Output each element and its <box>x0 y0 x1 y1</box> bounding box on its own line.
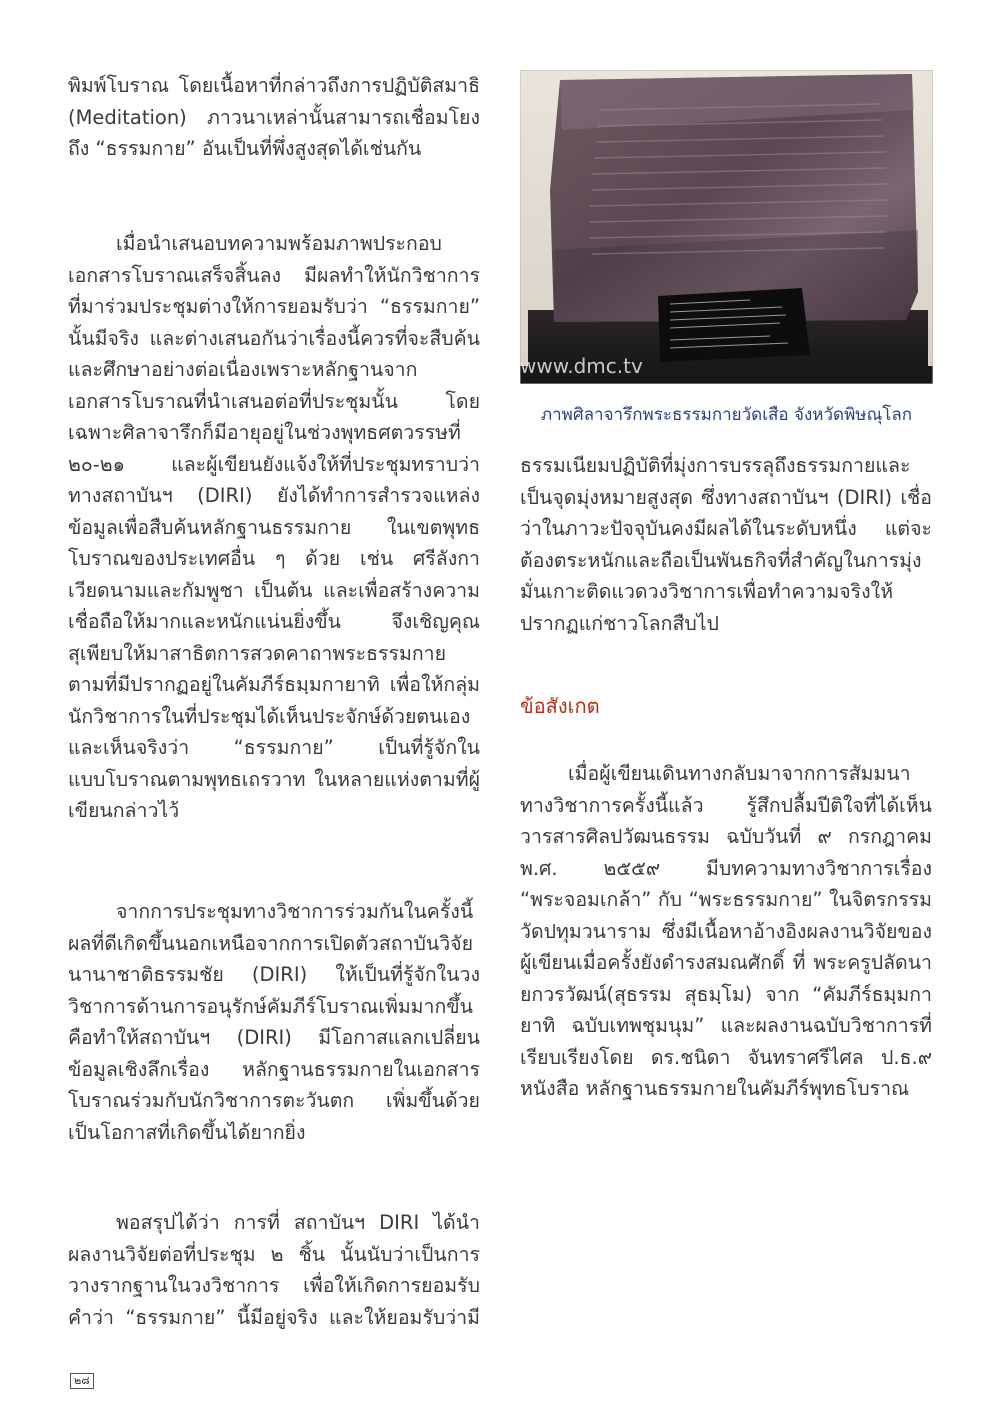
text-line: “พระจอมเกล้า” กับ “พระธรรมกาย” ในจิตรกรรม <box>520 888 932 911</box>
text-line: พ.ศ. ๒๕๕๙ มีบทความทางวิชาการเรื่อง <box>520 856 932 880</box>
text-line: ๒๐-๒๑ และผู้เขียนยังแจ้งให้ที่ประชุมทราบว่า <box>68 452 480 476</box>
left-paragraph-1 <box>68 70 480 165</box>
text-line: พิมพ์โบราณ โดยเนื้อหาที่กล่าวถึงการปฏิบัติสมาธิ <box>68 74 480 97</box>
text-line: มั่นเกาะติดแวดวงวิชาการเพื่อทำความจริงให้ <box>520 580 894 603</box>
text-line: หนังสือ หลักฐานธรรมกายในคัมภีร์พุทธโบราณ <box>520 1077 910 1100</box>
text-line: วิชาการด้านการอนุรักษ์คัมภีร์โบราณเพิ่มมากขึ้น <box>68 994 473 1018</box>
text-line: โบราณของประเทศอื่น ๆ ด้วย เช่น ศรีลังกา <box>68 547 480 570</box>
text-line: วางรากฐานในวงวิชาการ เพื่อให้เกิดการยอมรับ <box>68 1274 480 1297</box>
text-line: คือทำให้สถาบันฯ (DIRI) มีโอกาสแลกเปลี่ยน <box>68 1026 480 1049</box>
page-number: ๒๘ <box>70 1373 94 1389</box>
text-line: เขียนกล่าวไว้ <box>68 799 180 822</box>
text-line: เชื่อถือให้มากและหนักแน่นยิ่งขึ้น จึงเชิญคุณ <box>68 610 480 633</box>
text-line: ทางวิชาการครั้งนี้แล้ว รู้สึกปลื้มปีติใจที่ได้เห็น <box>520 793 932 817</box>
text-line: เป็นจุดมุ่งหมายสูงสุด ซึ่งทางสถาบันฯ (DIRI) เชื่อ <box>520 485 932 509</box>
text-line: ธรรมเนียมปฏิบัติที่มุ่งการบรรลุถึงธรรมกายและ <box>520 454 911 477</box>
text-line: นานาชาติธรรมชัย (DIRI) ให้เป็นที่รู้จักในวง <box>68 963 480 986</box>
text-line: ข้อมูลเพื่อสืบค้นหลักฐานธรรมกาย ในเขตพุทธ <box>68 515 480 539</box>
right-paragraph-2 <box>520 758 932 1105</box>
text-line: ตามที่มีปรากฏอยู่ในคัมภีร์ธมฺมกายาทิ เพื่อให้กลุ่ม <box>68 673 480 696</box>
text-line: ยาทิ ฉบับเทพชุมนุม” และผลงานฉบับวิชาการที่ <box>520 1014 932 1037</box>
text-line: ผลที่ดีเกิดขึ้นนอกเหนือจากการเปิดตัวสถาบันวิจัย <box>68 931 473 955</box>
left-paragraph-4 <box>68 1207 480 1333</box>
text-line: วารสารศิลปวัฒนธรรม ฉบับวันที่ ๙ กรกฎาคม <box>520 825 932 848</box>
text-line: นักวิชาการในที่ประชุมได้เห็นประจักษ์ด้วยตนเอง <box>68 704 471 728</box>
right-paragraph-1 <box>520 450 932 639</box>
text-line: จากการประชุมทางวิชาการร่วมกันในครั้งนี้ <box>116 900 474 923</box>
text-line: (Meditation) ภาวนาเหล่านั้นสามารถเชื่อมโยง <box>68 105 480 129</box>
text-line: โบราณร่วมกับนักวิชาการตะวันตก เพิ่มขึ้นด้วย <box>68 1089 480 1112</box>
text-line: เฉพาะศิลาจารึกก็มีอายุอยู่ในช่วงพุทธศตวรรษที่ <box>68 421 461 444</box>
text-line: เป็นโอกาสที่เกิดขึ้นได้ยากยิ่ง <box>68 1120 306 1144</box>
text-line: ถึง “ธรรมกาย” อันเป็นที่พึ่งสูงสุดได้เช่นกัน <box>68 137 422 160</box>
section-heading: ข้อสังเกต <box>520 694 600 718</box>
stone-inscription-photo <box>520 70 933 384</box>
text-line: เมื่อผู้เขียนเดินทางกลับมาจากการสัมมนา <box>568 762 911 785</box>
text-line: ข้อมูลเชิงลึกเรื่อง หลักฐานธรรมกายในเอกสาร <box>68 1057 480 1081</box>
text-line: สุเพียบให้มาสาธิตการสวดคาถาพระธรรมกาย <box>68 641 447 665</box>
text-line: ต้องตระหนักและถือเป็นพันธกิจที่สำคัญในการมุ่ง <box>520 548 922 572</box>
text-line: คำว่า “ธรรมกาย” นี้มีอยู่จริง และให้ยอมรับว่ามี <box>68 1305 480 1329</box>
text-line: และเห็นจริงว่า “ธรรมกาย” เป็นที่รู้จักใน <box>68 736 480 759</box>
text-line: พอสรุปได้ว่า การที่ สถาบันฯ DIRI ได้นำ <box>116 1211 480 1234</box>
text-line: และศึกษาอย่างต่อเนื่องเพราะหลักฐานจาก <box>68 358 418 381</box>
left-paragraph-3 <box>68 896 480 1148</box>
text-line: เมื่อนำเสนอบทความพร้อมภาพประกอบ <box>116 232 442 255</box>
text-line: นั้นมีจริง และต่างเสนอกันว่าเรื่องนี้ควรที่จะสืบค้น <box>68 326 480 350</box>
text-line: แบบโบราณตามพุทธเถรวาท ในหลายแห่งตามที่ผู้ <box>68 767 480 791</box>
text-line: ว่าในภาวะปัจจุบันคงมีผลได้ในระดับหนึ่ง แต่จะ <box>520 517 932 540</box>
text-line: ผลงานวิจัยต่อที่ประชุม ๒ ชิ้น นั้นนับว่าเป็นการ <box>68 1242 480 1266</box>
photo-watermark: www.dmc.tv <box>520 354 643 378</box>
left-paragraph-2 <box>68 228 480 827</box>
text-line: เวียดนามและกัมพูชา เป็นต้น และเพื่อสร้างความ <box>68 578 480 602</box>
text-line: เรียบเรียงโดย ดร.ชนิดา จันทราศรีไศล ป.ธ.๙ <box>520 1045 932 1069</box>
photo-caption: ภาพศิลาจารึกพระธรรมกายวัดเสือ จังหวัดพิษณุโลก <box>540 405 913 425</box>
text-line: ผู้เขียนเมื่อครั้งยังดำรงสมณศักดิ์ ที่ พระครูปลัดนา <box>520 951 932 974</box>
text-line: วัดปทุมวนาราม ซึ่งมีเนื้อหาอ้างอิงผลงานวิจัยของ <box>520 919 932 943</box>
text-line: ปรากฏแก่ชาวโลกสืบไป <box>520 611 719 635</box>
text-line: เอกสารโบราณที่นำเสนอต่อที่ประชุมนั้น โดย <box>68 389 480 413</box>
text-line: เอกสารโบราณเสร็จสิ้นลง มีผลทำให้นักวิชาการ <box>68 263 480 287</box>
inscription-image <box>520 70 933 384</box>
text-line: ทางสถาบันฯ (DIRI) ยังได้ทำการสำรวจแหล่ง <box>68 484 480 507</box>
text-line: ที่มาร่วมประชุมต่างให้การยอมรับว่า “ธรรมกาย” <box>68 295 480 318</box>
text-line: ยกวรวัฒน์(สุธรรม สุธมฺโม) จาก “คัมภีร์ธมฺมกา <box>520 982 932 1006</box>
